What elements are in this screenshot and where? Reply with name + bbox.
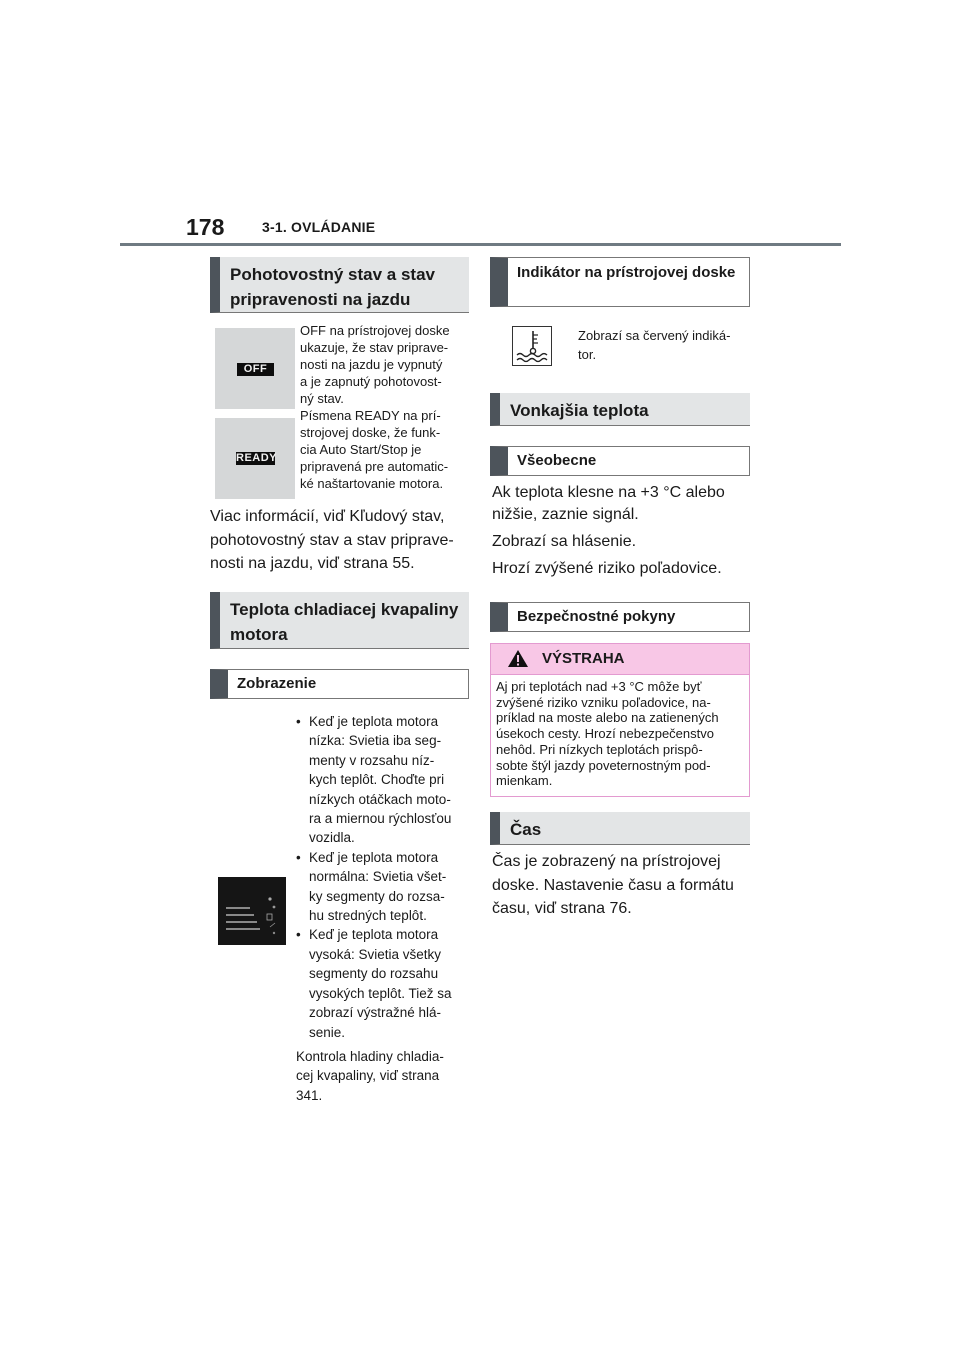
- list-item: • Keď je teplota motora nízka: Svietia iba seg- menty v rozsahu níz- kych teplôt. Choďte pri nízkych otáčkach moto- ra a miernou rýchlosťou vozidla.: [296, 712, 468, 848]
- section-title: 3-1. OVLÁDANIE: [262, 219, 376, 235]
- outside-temperature-heading: Vonkajšia teplota: [490, 393, 750, 426]
- standby-heading-text: Pohotovostný stav a stav pripravenosti na jazdu: [230, 265, 436, 309]
- time-heading: Čas: [490, 812, 750, 845]
- ready-indicator-image: [215, 418, 295, 499]
- warning-title: VÝSTRAHA: [542, 650, 625, 667]
- time-paragraph: Čas je zobrazený na prístrojovej doske. Nastavenie času a formátu času, viď strana 76.: [492, 853, 734, 917]
- warning-box: [490, 643, 750, 797]
- safety-subheading: Bezpečnostné pokyny: [490, 602, 750, 632]
- coolant-temperature-warning-icon: [512, 326, 552, 366]
- warning-header: [491, 644, 749, 675]
- general-subheading: Všeobecne: [490, 446, 750, 476]
- general-paragraph: Ak teplota klesne na +3 °C alebo nižšie, zaznie signál.: [492, 484, 725, 523]
- coolant-heading-text: Teplota chladiacej kvapaliny motora: [230, 600, 459, 644]
- more-info-paragraph: Viac informácií, viď Kľudový stav, pohotovostný stav a stav priprave- nosti na jazdu, viď strana 55.: [210, 508, 454, 572]
- coolant-gauge-image: [218, 877, 286, 945]
- warning-triangle-icon: [507, 649, 529, 668]
- frost-risk-line: Hrozí zvýšené riziko poľadovice.: [492, 560, 722, 577]
- message-line: Zobrazí sa hlásenie.: [492, 533, 637, 550]
- display-subheading: Zobrazenie: [210, 669, 469, 699]
- standby-heading: [210, 257, 469, 313]
- indicator-subheading: Indikátor na prístrojovej doske: [490, 257, 750, 307]
- header-rule: [120, 243, 841, 246]
- off-indicator-image: [215, 328, 295, 409]
- list-item: • Keď je teplota motora vysoká: Svietia všetky segmenty do rozsahu vysokých teplôt. Tiež sa zobrazí výstražné hlá- senie.: [296, 925, 468, 1041]
- list-item: • Keď je teplota motora normálna: Svietia všet- ky segmenty do rozsa- hu stredných teplôt.: [296, 848, 468, 926]
- page-number: 178: [186, 214, 225, 240]
- ready-badge: READY: [236, 452, 278, 464]
- warning-text: Aj pri teplotách nad +3 °C môže byť zvýšené riziko vzniku poľadovice, na- príklad na moste alebo na zatienených úsekoch cesty. Hrozí nebezpečenstvo nehôd. Pri nízkych teplotách prispô- sobte štýl jazdy poveternostným pod- mienkam.: [496, 679, 719, 789]
- coolant-level-reference: Kontrola hladiny chladia- cej kvapaliny, viď strana 341.: [296, 1049, 444, 1103]
- coolant-bullet-list: [296, 712, 468, 1042]
- off-badge: OFF: [237, 363, 274, 376]
- thermometer-icon: [513, 327, 551, 365]
- indicator-description: Zobrazí sa červený indiká- tor.: [578, 328, 731, 362]
- coolant-heading: [210, 592, 469, 649]
- standby-description: OFF na prístrojovej doske ukazuje, že stav priprave- nosti na jazdu je vypnutý a je zapnutý pohotovost- ný stav. Písmena READY na prí- strojovej doske, že funk- cia Auto Start/Stop je pripravená pre automatic- ké naštartovanie motora.: [300, 323, 450, 491]
- coolant-gauge-icon: [218, 877, 286, 945]
